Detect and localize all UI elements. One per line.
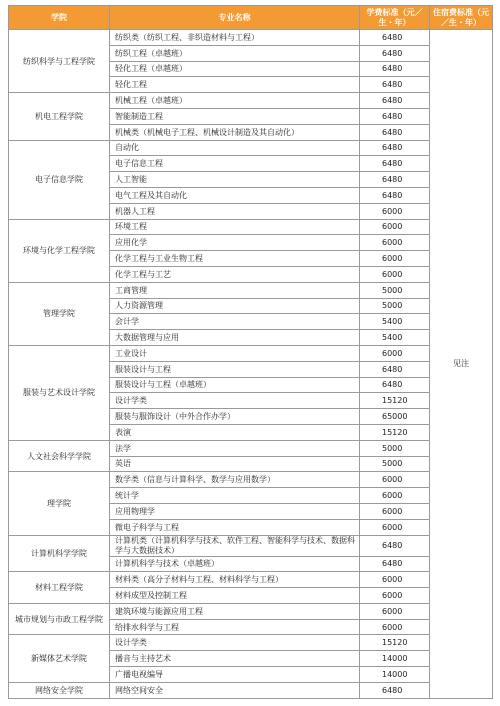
college-name: 新媒体艺术学院 — [9, 635, 110, 682]
major-name: 机器人工程 — [110, 203, 360, 219]
tuition-fee: 6480 — [360, 61, 430, 77]
table-row — [9, 572, 493, 588]
major-name: 设计学类 — [110, 635, 360, 651]
major-name: 轻化工程（卓越班） — [110, 61, 360, 77]
table-row — [9, 603, 493, 619]
table-row — [9, 345, 493, 361]
major-name: 广播电视编导 — [110, 667, 360, 683]
lodging-fee-note: 见注 — [430, 30, 493, 699]
major-name: 设计学类 — [110, 393, 360, 409]
tuition-fee: 6000 — [360, 203, 430, 219]
tuition-fee: 14000 — [360, 651, 430, 667]
tuition-fee: 5000 — [360, 440, 430, 456]
tuition-fee: 6000 — [360, 266, 430, 282]
college-name: 环境与化学工程学院 — [9, 219, 110, 282]
major-name: 电子信息工程 — [110, 156, 360, 172]
tuition-fee: 6000 — [360, 488, 430, 504]
tuition-fee: 6480 — [360, 30, 430, 46]
tuition-fee: 6000 — [360, 603, 430, 619]
major-name: 人力资源管理 — [110, 298, 360, 314]
header-major: 专业名称 — [110, 6, 360, 30]
table-row — [9, 219, 493, 235]
tuition-fee: 5000 — [360, 456, 430, 472]
tuition-fee: 6480 — [360, 156, 430, 172]
major-name: 纺织工程（卓越班） — [110, 45, 360, 61]
college-name: 城市规划与市政工程学院 — [9, 603, 110, 635]
major-name: 自动化 — [110, 140, 360, 156]
major-name: 材料成型及控制工程 — [110, 588, 360, 604]
tuition-fee: 5400 — [360, 330, 430, 346]
table-body — [9, 30, 493, 699]
major-name: 给排水科学与工程 — [110, 619, 360, 635]
major-name: 智能制造工程 — [110, 108, 360, 124]
major-name: 表演 — [110, 424, 360, 440]
tuition-fee: 6480 — [360, 93, 430, 109]
major-name: 轻化工程 — [110, 77, 360, 93]
major-name: 建筑环境与能源应用工程 — [110, 603, 360, 619]
major-name: 计算机类（计算机科学与技术、软件工程、智能科学与技术、数据科学与大数据技术） — [110, 535, 360, 556]
major-name: 服装与服饰设计（中外合作办学） — [110, 409, 360, 425]
major-name: 会计学 — [110, 314, 360, 330]
tuition-fee: 6480 — [360, 377, 430, 393]
tuition-fee: 5000 — [360, 298, 430, 314]
table-row — [9, 93, 493, 109]
college-name: 计算机科学学院 — [9, 535, 110, 572]
major-name: 服装设计与工程（卓越班） — [110, 377, 360, 393]
tuition-fee: 6000 — [360, 519, 430, 535]
major-name: 服装设计与工程 — [110, 361, 360, 377]
tuition-fee: 6000 — [360, 219, 430, 235]
major-name: 工商管理 — [110, 282, 360, 298]
header-college: 学院 — [9, 6, 110, 30]
tuition-fee: 6480 — [360, 140, 430, 156]
college-name: 管理学院 — [9, 282, 110, 345]
tuition-fee: 15120 — [360, 635, 430, 651]
tuition-fee: 5400 — [360, 314, 430, 330]
major-name: 微电子科学与工程 — [110, 519, 360, 535]
header-row — [9, 6, 493, 30]
table-row — [9, 30, 493, 46]
tuition-fee: 6000 — [360, 503, 430, 519]
header-tuition: 学费标准（元／生・年） — [360, 6, 430, 30]
college-name: 人文社会科学学院 — [9, 440, 110, 472]
major-name: 应用物理学 — [110, 503, 360, 519]
college-name: 服装与艺术设计学院 — [9, 345, 110, 440]
major-name: 计算机科学与技术（卓越班） — [110, 556, 360, 572]
major-name: 网络空间安全 — [110, 682, 360, 698]
table-row — [9, 682, 493, 698]
tuition-fee: 14000 — [360, 667, 430, 683]
major-name: 机械类（机械电子工程、机械设计制造及其自动化） — [110, 124, 360, 140]
tuition-fee: 6480 — [360, 682, 430, 698]
major-name: 化学工程与工业生物工程 — [110, 251, 360, 267]
tuition-fee: 15120 — [360, 424, 430, 440]
tuition-fee: 6000 — [360, 251, 430, 267]
tuition-fee-table — [8, 5, 493, 699]
college-name: 机电工程学院 — [9, 93, 110, 140]
major-name: 人工智能 — [110, 172, 360, 188]
tuition-fee: 6000 — [360, 472, 430, 488]
tuition-fee: 6000 — [360, 588, 430, 604]
major-name: 应用化学 — [110, 235, 360, 251]
major-name: 纺织类（纺织工程、非织造材料与工程） — [110, 30, 360, 46]
major-name: 大数据管理与应用 — [110, 330, 360, 346]
tuition-fee: 6480 — [360, 77, 430, 93]
college-name: 材料工程学院 — [9, 572, 110, 604]
table-row — [9, 535, 493, 556]
tuition-fee: 15120 — [360, 393, 430, 409]
table-row — [9, 635, 493, 651]
tuition-fee: 6000 — [360, 235, 430, 251]
tuition-fee: 6480 — [360, 108, 430, 124]
tuition-fee: 6000 — [360, 345, 430, 361]
major-name: 数学类（信息与计算科学、数学与应用数学） — [110, 472, 360, 488]
table-row — [9, 282, 493, 298]
table-row — [9, 440, 493, 456]
tuition-fee: 6480 — [360, 187, 430, 203]
table-row — [9, 140, 493, 156]
major-name: 环境工程 — [110, 219, 360, 235]
header-lodging: 住宿费标准（元／生・年） — [430, 6, 493, 30]
tuition-fee: 6480 — [360, 535, 430, 556]
major-name: 机械工程（卓越班） — [110, 93, 360, 109]
tuition-fee: 6480 — [360, 556, 430, 572]
major-name: 工业设计 — [110, 345, 360, 361]
major-name: 电气工程及其自动化 — [110, 187, 360, 203]
college-name: 网络安全学院 — [9, 682, 110, 698]
tuition-fee: 6480 — [360, 172, 430, 188]
tuition-fee: 6480 — [360, 45, 430, 61]
college-name: 电子信息学院 — [9, 140, 110, 219]
tuition-fee: 6000 — [360, 572, 430, 588]
major-name: 统计学 — [110, 488, 360, 504]
major-name: 材料类（高分子材料与工程、材料科学与工程） — [110, 572, 360, 588]
major-name: 播音与主持艺术 — [110, 651, 360, 667]
college-name: 理学院 — [9, 472, 110, 535]
tuition-fee: 6480 — [360, 124, 430, 140]
table-row — [9, 472, 493, 488]
college-name: 纺织科学与工程学院 — [9, 30, 110, 93]
major-name: 法学 — [110, 440, 360, 456]
tuition-fee: 5000 — [360, 282, 430, 298]
tuition-fee: 65000 — [360, 409, 430, 425]
major-name: 化学工程与工艺 — [110, 266, 360, 282]
tuition-fee: 6000 — [360, 619, 430, 635]
tuition-fee: 6480 — [360, 361, 430, 377]
major-name: 英语 — [110, 456, 360, 472]
